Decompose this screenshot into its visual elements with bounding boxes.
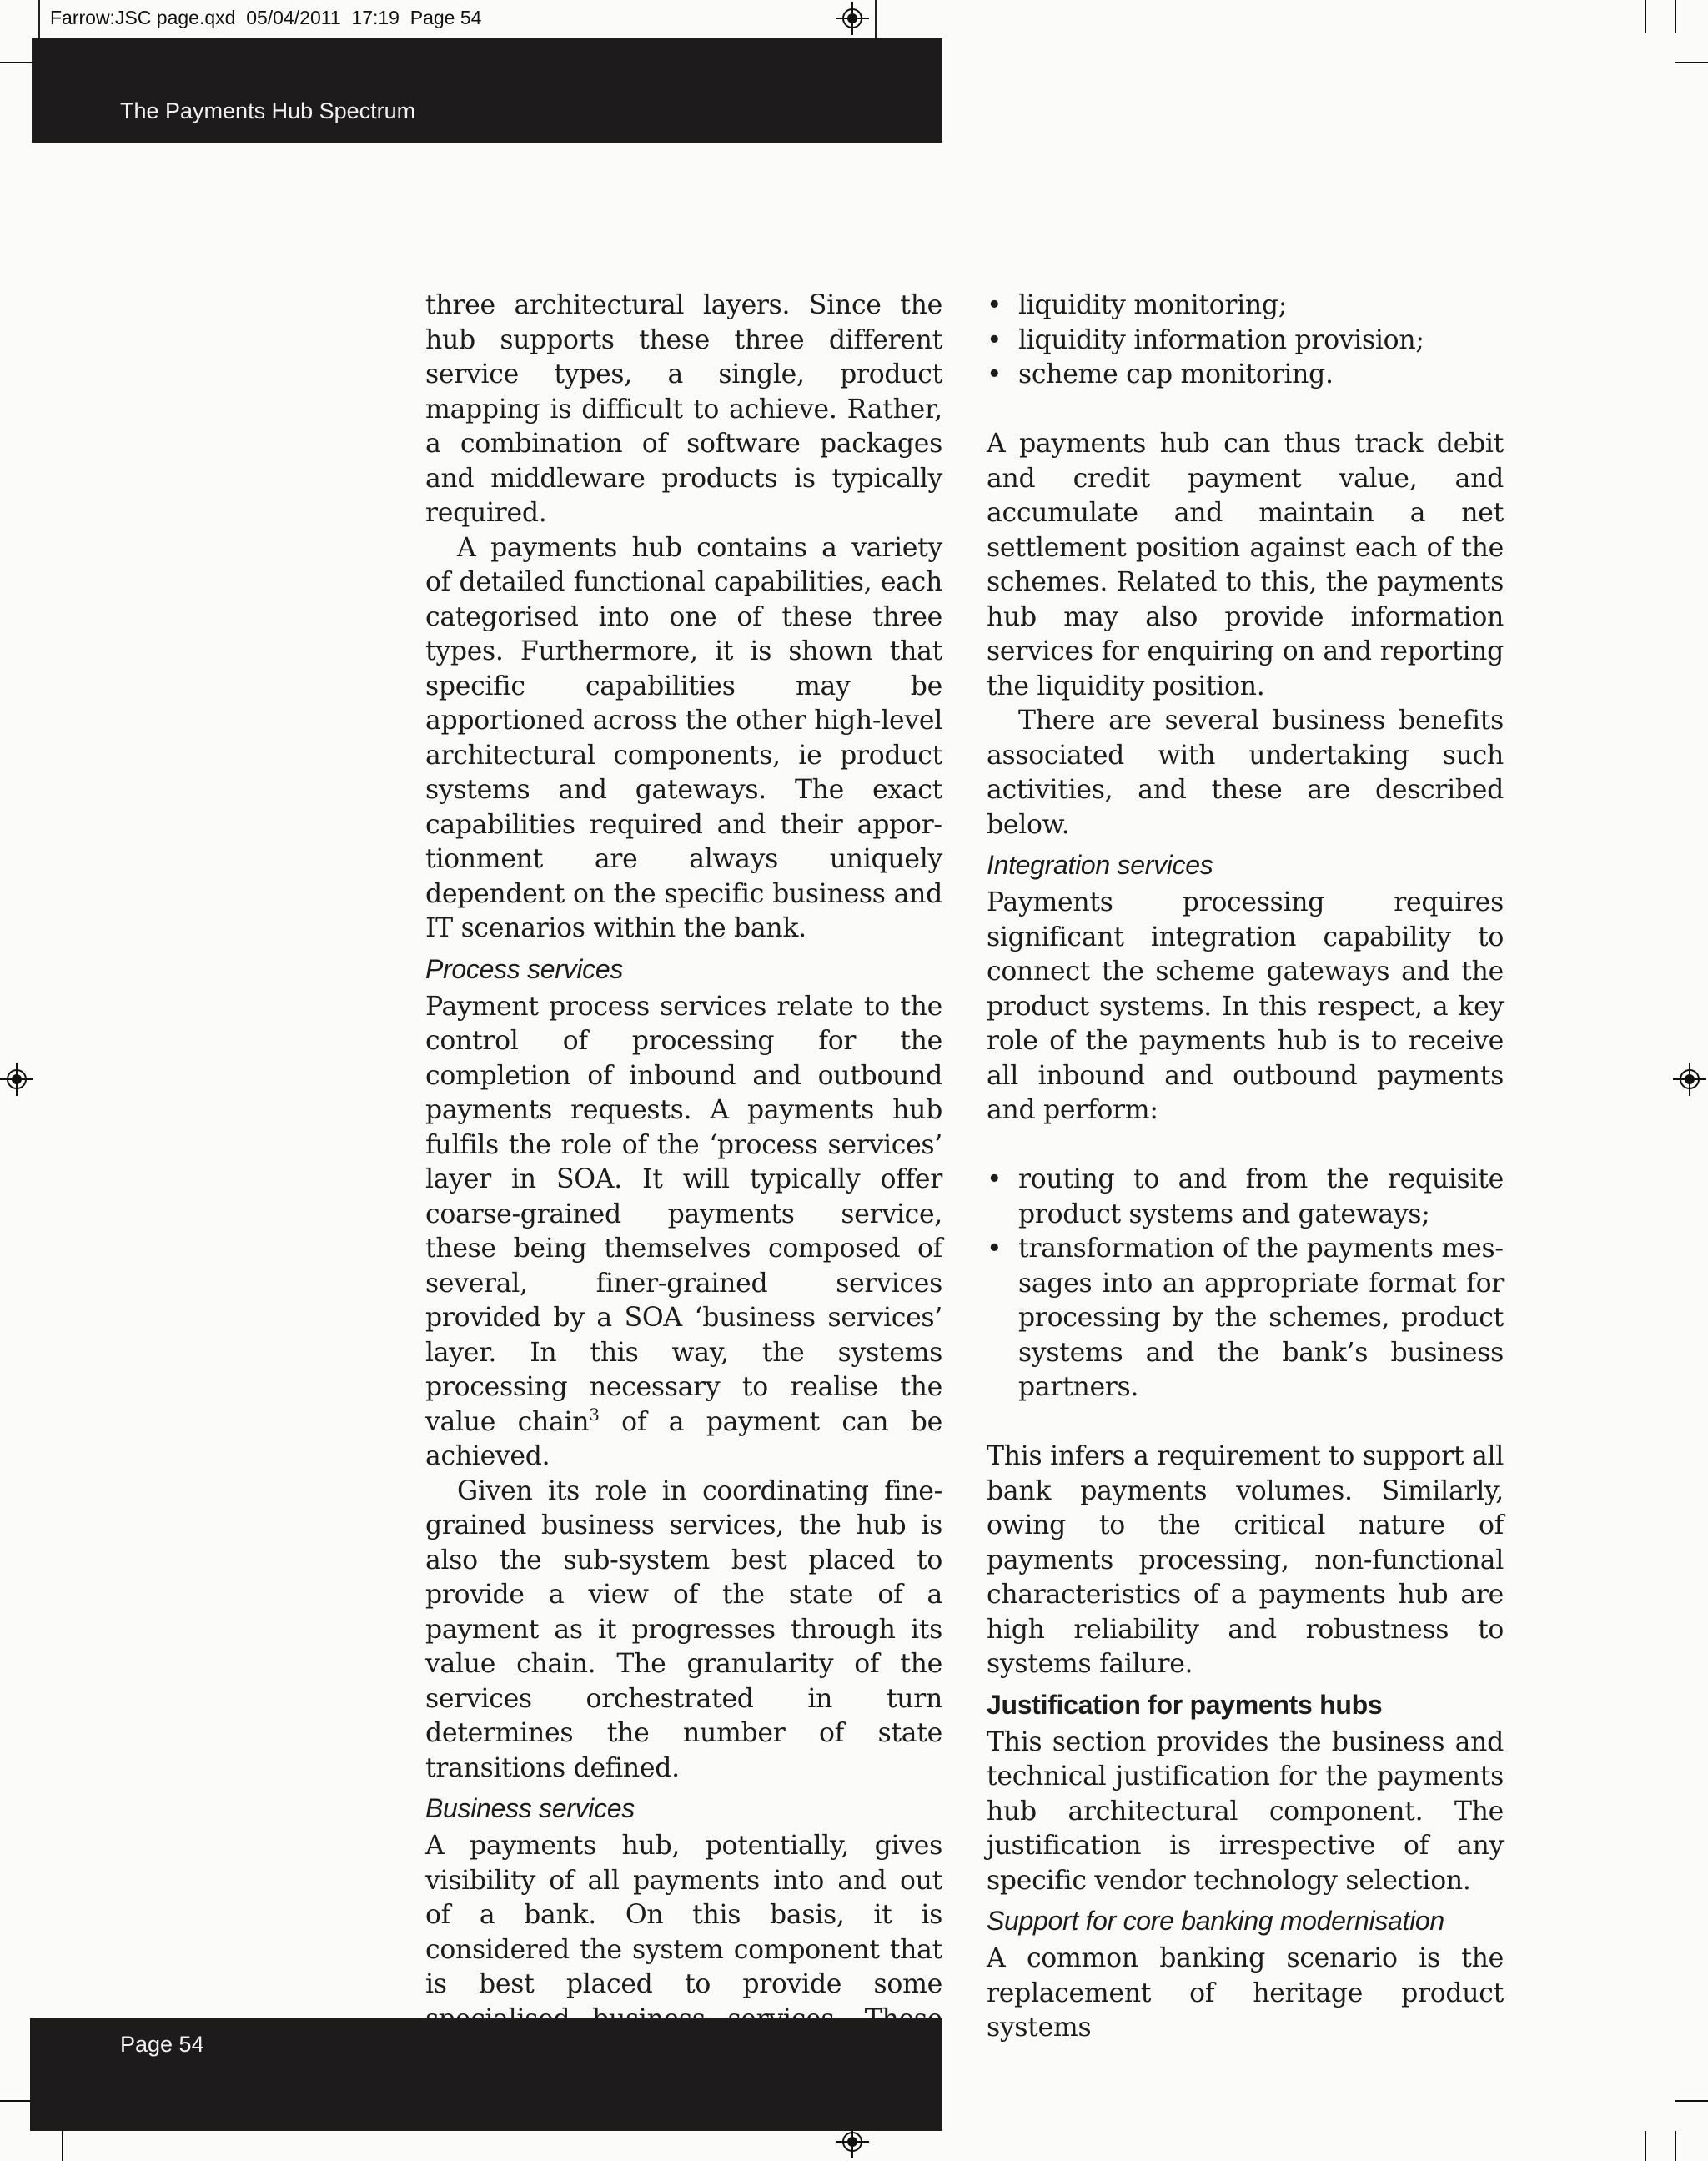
paragraph: This section provides the business and technical justification for the payments hub architectural component. The justification is irrespective of any specific vendor technology selection. [987,1726,1504,1896]
spacer [987,1128,1504,1163]
registration-mark-icon [1673,1063,1706,1096]
section-heading: Process services [425,953,624,984]
section-heading: Business services [425,1793,635,1823]
running-title: The Payments Hub Spectrum [120,98,416,123]
paragraph: A common banking scenario is the replacement of heritage product systems [987,1943,1504,2043]
paragraph: This infers a requirement to support all bank payments volumes. Similarly, owing to the critical nature of payments processing, non-functional characteristics of a payments hub are high reliability and robustness to systems failure. [987,1441,1504,1679]
section-heading-bold: Justification for payments hubs [987,1689,1383,1720]
list-item: • liquidity information provision; [987,324,1504,359]
paragraph: A payments hub, potentially, gives visibility of all payments into and out of a bank. On this basis, it is considered the system component that is best placed to provide some [425,1831,942,1999]
crop-mark [62,2131,63,2161]
paragraph-text: of a payment can be achieved. [425,1406,942,1471]
paragraph: A payments hub contains a variety of detailed functional capabilities, each categorised into one of these three types. Furthermore, it is shown that specific capabilities may be apportioned across the other high-level architectural components, ie product systems and gateways. The exact capabilities required and their apportionment are always uniquely dependent on the specific business and IT scenarios within the bank. [425,532,942,943]
list-item: • routing to and from the requisite product systems and gateways; [987,1163,1504,1232]
paragraph-text: Payment process services relate to the control of processing for the completion of inbound and outbound payments requests. A payments hub fulfils the role of the ‘process services’ layer in SOA. It will typically offer coarse-grained payments service, these being themselves composed of several, finer-grained services provided by a SOA ‘business services’ layer. In this way, the systems processing necessary to realise the value chain [425,991,942,1437]
list-item: • liquidity monitoring; [987,289,1504,324]
crop-mark [1675,2131,1676,2161]
left-column [425,289,942,2072]
crop-mark [1675,0,1676,33]
registration-mark-icon [0,1063,33,1096]
crop-mark [1645,0,1646,33]
paragraph: Given its role in coordinating fine-grained business services, the hub is also the sub-system best placed to provide a view of the state of a payment as it progresses through its value chain. The granularity of the services orchestrated in turn determines the number of state transitions defined. [425,1475,942,1783]
paragraph [425,990,942,1475]
section-heading: Support for core banking modernisation [987,1906,1444,1936]
paragraph: A payments hub can thus track debit and credit payment value, and accumulate and maintain a net settlement position against each of the schemes. Related to this, the payments hub may also provide information services for enquiring on and reporting the liquidity position. [987,429,1504,701]
crop-mark [1675,62,1708,63]
list-item: • transformation of the payments messages into an appropriate format for processing by the schemes, product systems and the bank’s business partners. [987,1232,1504,1405]
list-item: • scheme cap monitoring. [987,358,1504,393]
paragraph: There are several business benefits associated with undertaking such activities, and these are described below. [987,706,1504,840]
print-slug: Farrow:JSC page.qxd 05/04/2011 17:19 Page 54 [50,7,482,28]
section-heading: Integration services [987,850,1213,880]
spacer [987,393,1504,428]
crop-mark [0,2100,33,2102]
bullet-list [987,1163,1504,1405]
header-band [32,38,942,143]
crop-mark [1675,2100,1708,2102]
paragraph: Payments processing requires significant integration capability to connect the scheme gateways and the product systems. In this respect, a key role of the payments hub is to receive all inbound and outbound payments and perform: [987,887,1504,1125]
paragraph: three architectural layers. Since the hub supports these three different service types, a single, product mapping is difficult to achieve. Rather, a combination of software packages and middleware products is typically required. [425,290,942,528]
page-number: Page 54 [120,2032,204,2057]
right-column [987,289,1504,2046]
footnote-marker: 3 [589,1404,600,1425]
crop-mark [0,62,33,63]
bullet-list [987,289,1504,393]
spacer [987,1405,1504,1440]
crop-mark [1645,2131,1646,2161]
registration-mark-icon [836,2,869,35]
